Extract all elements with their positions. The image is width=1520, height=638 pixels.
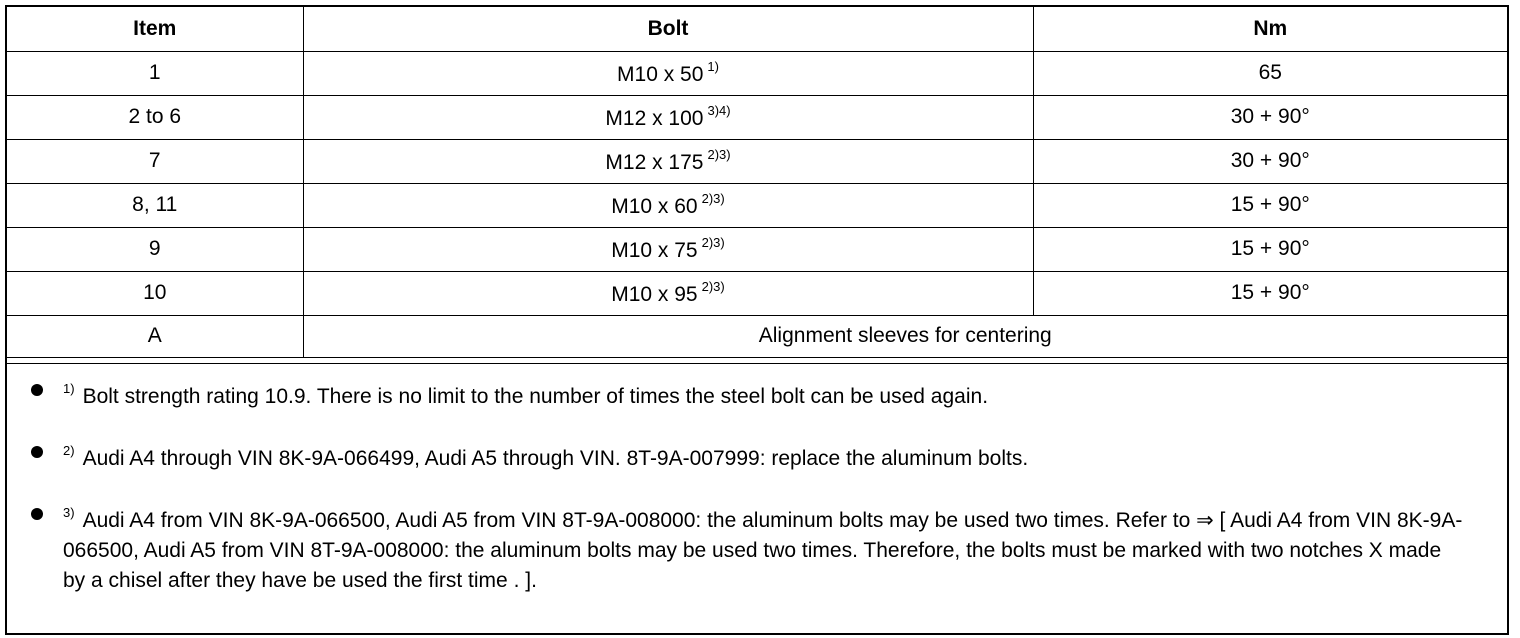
bolt-torque-table — [7, 7, 1507, 358]
table-row — [7, 227, 1507, 271]
table-row-alignment — [7, 315, 1507, 357]
bolt-size: M12 x 175 — [605, 151, 704, 174]
footnote-marker: 1) — [63, 381, 75, 396]
footnote-text: Audi A4 from VIN 8K-9A-066500, Audi A5 from VIN 8T-9A-008000: the aluminum bolts may be used two times. Refer to ⇒ [ Audi A4 from VIN 8K-9A-066500, Audi A5 from VIN 8T-9A-008000: the aluminum bolts may be used two times. Therefore, the bolts must be marked with two notches X made by a chisel after they have be used the first time . ]. — [63, 509, 1463, 592]
table-row — [7, 271, 1507, 315]
footnote-marker: 3) — [63, 505, 75, 520]
bolt-cell — [303, 183, 1033, 227]
footnote-ref: 1) — [707, 59, 719, 74]
bolt-size: M10 x 95 — [611, 283, 698, 306]
footnote-item — [7, 374, 1507, 412]
bolt-cell — [303, 95, 1033, 139]
footnotes-section — [7, 363, 1507, 633]
footnote-item — [7, 498, 1507, 596]
footnote-ref: 2)3) — [701, 279, 725, 294]
table-row — [7, 183, 1507, 227]
footnote-text: Audi A4 through VIN 8K-9A-066499, Audi A5 through VIN. 8T-9A-007999: replace the aluminum bolts. — [82, 447, 1029, 470]
torque-spec-document — [5, 5, 1509, 635]
bolt-cell — [303, 227, 1033, 271]
footnote-ref: 2)3) — [701, 235, 725, 250]
bolt-cell — [303, 139, 1033, 183]
torque-cell: 30 + 90° — [1033, 139, 1507, 183]
bolt-size: M10 x 60 — [611, 195, 698, 218]
bolt-cell — [303, 51, 1033, 95]
bolt-size: M10 x 50 — [617, 63, 704, 86]
item-cell: 1 — [7, 51, 303, 95]
footnote-ref: 3)4) — [707, 103, 731, 118]
footnote-ref: 2)3) — [707, 147, 731, 162]
bolt-cell — [303, 271, 1033, 315]
header-bolt: Bolt — [303, 7, 1033, 51]
torque-cell: 65 — [1033, 51, 1507, 95]
bullet-icon — [31, 446, 43, 458]
item-cell: 9 — [7, 227, 303, 271]
item-cell: 7 — [7, 139, 303, 183]
footnote-marker: 2) — [63, 443, 75, 458]
item-cell: 10 — [7, 271, 303, 315]
item-cell: 2 to 6 — [7, 95, 303, 139]
bolt-size: M10 x 75 — [611, 239, 698, 262]
footnote-item — [7, 436, 1507, 474]
item-cell: A — [7, 315, 303, 357]
bolt-size: M12 x 100 — [605, 107, 704, 130]
header-item: Item — [7, 7, 303, 51]
table-row — [7, 139, 1507, 183]
torque-cell: 30 + 90° — [1033, 95, 1507, 139]
header-nm: Nm — [1033, 7, 1507, 51]
footnote-text: Bolt strength rating 10.9. There is no limit to the number of times the steel bolt can be used again. — [82, 385, 989, 408]
table-row — [7, 95, 1507, 139]
bullet-icon — [31, 384, 43, 396]
table-row — [7, 51, 1507, 95]
torque-cell: 15 + 90° — [1033, 271, 1507, 315]
footnote-ref: 2)3) — [701, 191, 725, 206]
torque-cell: 15 + 90° — [1033, 183, 1507, 227]
bullet-icon — [31, 508, 43, 520]
description-cell: Alignment sleeves for centering — [303, 315, 1507, 357]
item-cell: 8, 11 — [7, 183, 303, 227]
torque-cell: 15 + 90° — [1033, 227, 1507, 271]
table-header-row — [7, 7, 1507, 51]
